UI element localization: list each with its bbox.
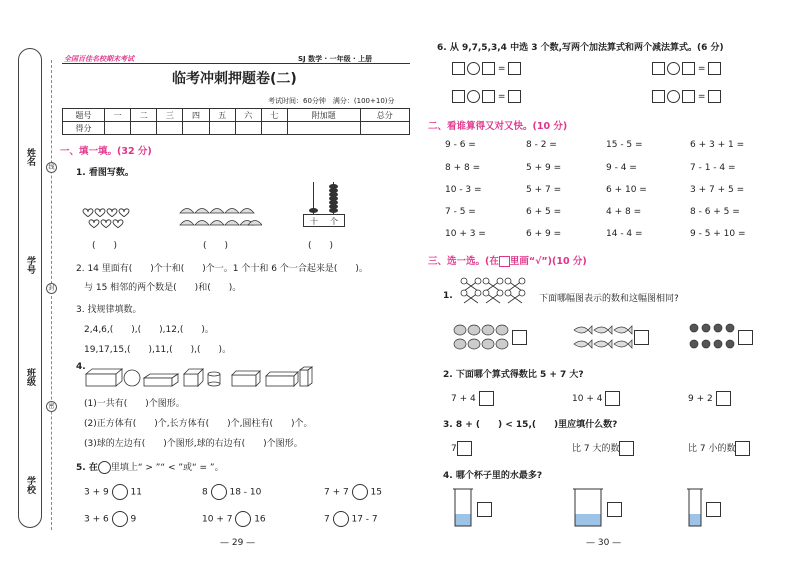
score-cell[interactable] [235,122,261,135]
q5-left: 3 + 6 [84,514,109,525]
blank-box[interactable] [508,62,521,75]
calc-item[interactable]: 5 + 7 = [526,185,562,195]
blank-box[interactable] [682,90,695,103]
score-header-cell: 三 [157,109,183,122]
section-3-suffix: 里画“√”)(10 分) [509,256,587,267]
abacus-base [303,214,345,227]
r1-question: 下面哪幅图表示的数和这幅图相同? [539,294,679,304]
score-cell[interactable] [105,122,131,135]
option-chicks-figure [452,322,510,352]
score-header-cell: 总分 [360,109,409,122]
r3-option-c-checkbox[interactable] [735,441,750,456]
r3-option-b [572,441,634,456]
page-title: 临考冲刺押题卷(二) [172,71,297,87]
calc-item[interactable]: 5 + 9 = [526,163,562,173]
abacus-figure [303,182,347,228]
score-cell[interactable] [131,122,157,135]
exam-time-info: 考试时间：60分钟 满分：(100+10)分 [268,97,395,105]
q1-blank-dumplings[interactable]: ( ) [203,241,229,251]
r3-option-c [688,441,750,456]
score-cell[interactable] [157,122,183,135]
compare-circle[interactable] [211,484,227,500]
dumplings-figure [178,203,262,227]
calc-item[interactable]: 7 - 5 = [445,207,476,217]
cup-c-figure [686,488,704,528]
r2-option-c-text: 9 + 2 [688,394,713,404]
calc-item[interactable]: 6 + 5 = [526,207,562,217]
calc-item[interactable]: 8 - 6 + 5 = [690,207,740,217]
cup-b-figure [572,488,604,528]
calc-item[interactable]: 6 + 3 + 1 = [690,140,745,150]
r2-option-a-checkbox[interactable] [479,391,494,406]
compare-circle[interactable] [235,511,251,527]
score-header-cell: 一 [105,109,131,122]
blank-box[interactable] [482,90,495,103]
page-number-right: — 30 — [586,538,622,548]
side-name-label: 姓名 [25,148,35,166]
r3-option-a-checkbox[interactable] [457,441,472,456]
r2-option-a-text: 7 + 4 [451,394,476,404]
q5-left: 10 + 7 [202,514,233,525]
q1-blank-abacus[interactable]: ( ) [308,241,334,251]
q5-left: 7 + 7 [324,487,349,498]
solids-figure [84,366,316,388]
side-school-label: 学校 [25,476,35,494]
equation-template: = [652,90,721,103]
q5-left: 8 [202,487,208,498]
binding-strip [18,48,42,528]
r1-option-a-checkbox[interactable] [512,330,527,345]
q5-item [84,511,136,527]
calc-item[interactable]: 9 - 5 + 10 = [690,229,746,239]
section-1-heading: 一、填一填。(32 分) [60,146,152,157]
operator-circle[interactable] [467,90,480,103]
q1-text: 1. 看图写数。 [76,168,134,178]
score-table [62,108,410,135]
r1-number: 1. [443,291,453,301]
cup-a-figure [452,488,474,528]
q4-label: 4. [76,362,86,372]
q5-right: 15 [370,487,382,498]
blank-box[interactable] [708,62,721,75]
compare-circle[interactable] [333,511,349,527]
q5-right: 9 [130,514,137,525]
q5-item [202,484,261,500]
blank-box[interactable] [652,90,665,103]
score-label-cell: 得分 [63,122,105,135]
r2-option-c [688,391,731,406]
header-rule [62,63,410,64]
score-cell[interactable] [261,122,287,135]
q2-text-2: 与 15 相邻的两个数是( )和( )。 [84,283,242,293]
dashed-line [51,60,52,530]
hearts-figure [82,202,138,228]
score-cell[interactable] [360,122,409,135]
option-fish-figure [572,322,634,352]
calc-item[interactable]: 14 - 4 = [606,229,643,239]
calc-item[interactable]: 6 + 9 = [526,229,562,239]
cup-a-checkbox[interactable] [477,502,492,517]
calc-item[interactable]: 6 + 10 = [606,185,647,195]
seal-mark-close: 密 [46,401,57,412]
q5-item [84,484,142,500]
r2-option-b [572,391,620,406]
checkbox-icon [499,256,510,267]
section-3-prefix: 三、选一选。(在 [428,256,499,267]
r2-question: 2. 下面哪个算式得数比 5 + 7 大? [443,370,584,380]
blank-box[interactable] [452,90,465,103]
blank-box[interactable] [708,90,721,103]
abacus-bead [329,208,338,213]
calc-item[interactable]: 15 - 5 = [606,140,643,150]
q3-sequence-1: 2,4,6,( ),( ),12,( )。 [84,325,214,335]
q5-right: 16 [254,514,266,525]
r1-option-b-checkbox[interactable] [634,330,649,345]
score-header-cell: 五 [209,109,235,122]
side-number-label: 学号 [25,256,35,274]
abacus-tens-label: 十 [310,217,318,226]
q5-left: 3 + 9 [84,487,109,498]
circle-icon [98,461,111,474]
r3-option-a-text: 7 [451,444,457,454]
blank-box[interactable] [452,62,465,75]
r1-text [539,291,679,304]
equation-template: = [652,62,721,75]
q5-item [202,511,266,527]
q5-item [324,484,382,500]
calc-item[interactable]: 9 - 6 = [445,140,476,150]
brand-text: 全国百佳名校期末考试 [64,55,134,63]
r2-option-a [451,391,494,406]
q5-right: 11 [130,487,142,498]
score-header-cell: 附加题 [287,109,360,122]
compare-circle[interactable] [112,484,128,500]
option-bugs-figure [688,320,736,354]
score-header-cell: 题号 [63,109,105,122]
blank-box[interactable] [652,62,665,75]
calc-item[interactable]: 10 - 3 = [445,185,482,195]
section-2-heading: 二、看谁算得又对又快。(10 分) [428,121,568,132]
compare-circle[interactable] [112,511,128,527]
calc-item[interactable]: 3 + 7 + 5 = [690,185,745,195]
calc-item[interactable]: 8 + 8 = [445,163,481,173]
q5-left: 7 [324,514,330,525]
r3-option-b-text: 比 7 大的数 [572,444,620,454]
r3-option-c-text: 比 7 小的数 [688,444,736,454]
r2-option-b-text: 10 + 4 [572,394,603,404]
score-header-cell: 七 [261,109,287,122]
seal-mark-seal: 封 [46,283,57,294]
r3-option-a [451,441,472,456]
q2-text: 2. 14 里面有( )个十和( )个一。1 个十和 6 个一合起来是( )。 [76,264,368,274]
abacus-bead [309,208,318,213]
blank-box[interactable] [682,62,695,75]
score-header-cell: 四 [183,109,209,122]
calc-item[interactable]: 7 - 1 - 4 = [690,163,736,173]
q6-text: 6. 从 9,7,5,3,4 中选 3 个数,写两个加法算式和两个减法算式。(6 分) [437,43,724,53]
q5-prefix: 5. 在 [76,463,98,473]
flowers-figure [456,277,538,307]
score-header-cell: 六 [235,109,261,122]
score-cell[interactable] [287,122,360,135]
seal-mark-line: 线 [46,162,57,173]
r3-option-b-checkbox[interactable] [619,441,634,456]
subject-label: SJ 数学 · 一年级 · 上册 [298,55,373,63]
r4-question: 4. 哪个杯子里的水最多? [443,471,543,481]
q3-sequence-2: 19,17,15,( ),11,( ),( )。 [84,345,232,355]
compare-circle[interactable] [352,484,368,500]
calc-item[interactable]: 10 + 3 = [445,229,486,239]
operator-circle[interactable] [667,90,680,103]
side-class-label: 班级 [25,368,35,386]
page-number-left: — 29 — [220,538,256,548]
q1-blank-hearts[interactable]: ( ) [92,241,118,251]
cup-b-checkbox[interactable] [607,502,622,517]
calc-item[interactable]: 4 + 8 = [606,207,642,217]
section-3-heading [428,253,587,267]
q4-sub2: (2)正方体有( )个,长方体有( )个,圆柱有( )个。 [84,419,313,429]
score-header-cell: 二 [131,109,157,122]
blank-box[interactable] [482,62,495,75]
equation-template: = [452,90,521,103]
abacus-ones-label: 个 [330,217,338,226]
q5-item [324,511,378,527]
blank-box[interactable] [508,90,521,103]
calc-item[interactable]: 9 - 4 = [606,163,637,173]
q4-sub3: (3)球的左边有( )个图形,球的右边有( )个图形。 [84,439,303,449]
q3-text: 3. 找规律填数。 [76,305,142,315]
q5-right: 18 - 10 [229,487,262,498]
r2-option-c-checkbox[interactable] [716,391,731,406]
r3-question: 3. 8 + ( ) < 15,( )里应填什么数? [443,420,618,430]
operator-circle[interactable] [667,62,680,75]
cup-c-checkbox[interactable] [706,502,721,517]
score-cell[interactable] [209,122,235,135]
q5-suffix: 里填上“ > ”“ < ”或“ = ”。 [110,463,224,473]
score-cell[interactable] [183,122,209,135]
r2-option-b-checkbox[interactable] [605,391,620,406]
q4-sub1: (1)一共有( )个图形。 [84,399,185,409]
q5-text [76,460,224,474]
calc-item[interactable]: 8 - 2 = [526,140,557,150]
operator-circle[interactable] [467,62,480,75]
r1-option-c-checkbox[interactable] [738,330,753,345]
q5-right: 17 - 7 [351,514,378,525]
equation-template: = [452,62,521,75]
